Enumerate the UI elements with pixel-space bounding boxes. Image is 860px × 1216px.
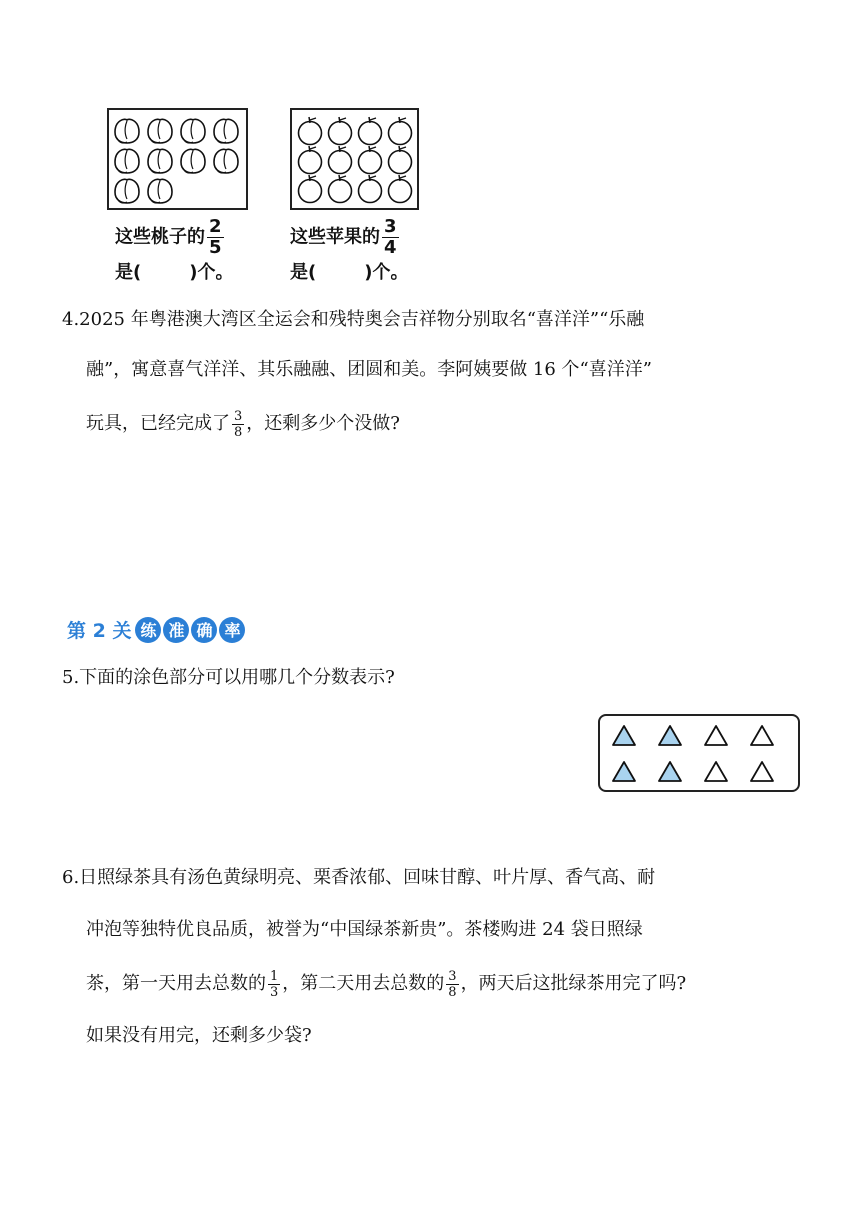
peach-fraction-denominator: 5 xyxy=(209,237,222,258)
question-4 xyxy=(62,298,822,446)
peach-icon xyxy=(148,179,172,203)
question-4-fraction xyxy=(232,410,244,439)
triangle xyxy=(751,726,773,745)
peach-icon xyxy=(148,119,172,143)
shaded-triangle xyxy=(659,762,681,781)
stage-prefix: 第 2 关 xyxy=(67,620,132,642)
apple-icon xyxy=(329,175,352,203)
question-6-fraction-1 xyxy=(268,970,280,999)
question-4-line-1: 4.2025 年粤港澳大湾区全运会和残特奥会吉祥物分别取名“喜洋洋”“乐融 xyxy=(62,309,645,330)
question-6-fraction-1-numerator: 1 xyxy=(270,968,279,984)
peach-answer xyxy=(115,258,233,284)
question-6-line-3-middle: ，第二天用去总数的 xyxy=(282,973,445,994)
triangle-box xyxy=(598,714,800,792)
shaded-triangle xyxy=(613,726,635,745)
question-6-line-1: 6.日照绿茶具有汤色黄绿明亮、栗香浓郁、回味甘醇、叶片厚、香气高、耐 xyxy=(62,867,656,888)
apple-icon xyxy=(329,117,352,145)
peach-picture-box xyxy=(107,108,248,210)
apple-picture-box xyxy=(290,108,419,210)
apple-icon xyxy=(359,175,382,203)
question-6 xyxy=(62,856,832,1058)
stage-heading xyxy=(67,616,247,643)
peach-fraction-numerator: 2 xyxy=(209,216,222,237)
question-6-fraction-2 xyxy=(446,970,458,999)
apple-icon xyxy=(299,117,322,145)
question-6-line-4: 如果没有用完，还剩多少袋? xyxy=(86,1025,312,1046)
question-4-line-3 xyxy=(62,402,822,446)
apple-icon xyxy=(359,146,382,174)
peach-caption-text: 这些桃子的 xyxy=(115,226,205,248)
triangle xyxy=(705,762,727,781)
peach-fraction xyxy=(207,218,224,257)
question-5: 5.下面的涂色部分可以用哪几个分数表示? xyxy=(62,667,395,688)
apple-answer-open: 是( xyxy=(290,262,317,283)
question-4-fraction-denominator: 8 xyxy=(234,424,243,440)
peach-icon xyxy=(115,179,139,203)
apple-grid xyxy=(292,110,417,208)
apple-icon xyxy=(329,146,352,174)
triangle xyxy=(705,726,727,745)
question-6-line-3 xyxy=(62,962,832,1006)
apple-caption xyxy=(290,218,401,257)
triangle xyxy=(751,762,773,781)
peach-icon xyxy=(148,149,172,173)
apple-fraction-numerator: 3 xyxy=(384,216,397,237)
triangle-grid xyxy=(600,716,798,790)
apple-answer xyxy=(290,258,408,284)
peach-answer-close: )个。 xyxy=(189,262,234,283)
apple-icon xyxy=(389,175,412,203)
peach-icon xyxy=(214,119,238,143)
peach-answer-open: 是( xyxy=(115,262,142,283)
shaded-triangle xyxy=(613,762,635,781)
question-4-line-3-end: ，还剩多少个没做? xyxy=(246,413,400,434)
question-6-fraction-2-numerator: 3 xyxy=(448,968,457,984)
stage-char-4: 率 xyxy=(219,617,245,643)
apple-fraction-denominator: 4 xyxy=(384,237,397,258)
apple-caption-text: 这些苹果的 xyxy=(290,226,380,248)
question-4-line-2: 融”，寓意喜气洋洋、其乐融融、团圆和美。李阿姨要做 16 个“喜洋洋” xyxy=(86,359,652,380)
apple-icon xyxy=(389,146,412,174)
peach-icon xyxy=(115,149,139,173)
question-4-line-3-start: 玩具，已经完成了 xyxy=(86,413,230,434)
question-6-line-3-start: 茶，第一天用去总数的 xyxy=(86,973,266,994)
apple-fraction xyxy=(382,218,399,257)
question-6-line-2: 冲泡等独特优良品质，被誉为“中国绿茶新贵”。茶楼购进 24 袋日照绿 xyxy=(86,919,643,940)
stage-char-2: 准 xyxy=(163,617,189,643)
question-6-line-3-end: ，两天后这批绿茶用完了吗? xyxy=(460,973,687,994)
peach-icon xyxy=(181,149,205,173)
apple-icon xyxy=(299,146,322,174)
peach-icon xyxy=(115,119,139,143)
question-6-fraction-2-denominator: 8 xyxy=(448,984,457,1000)
apple-icon xyxy=(359,117,382,145)
stage-char-3: 确 xyxy=(191,617,217,643)
shaded-triangle xyxy=(659,726,681,745)
question-6-fraction-1-denominator: 3 xyxy=(270,984,279,1000)
stage-char-1: 练 xyxy=(135,617,161,643)
question-4-fraction-numerator: 3 xyxy=(234,408,243,424)
apple-answer-close: )个。 xyxy=(364,262,409,283)
peach-grid xyxy=(109,110,246,208)
peach-caption xyxy=(115,218,226,257)
peach-icon xyxy=(214,149,238,173)
apple-icon xyxy=(299,175,322,203)
apple-icon xyxy=(389,117,412,145)
peach-icon xyxy=(181,119,205,143)
